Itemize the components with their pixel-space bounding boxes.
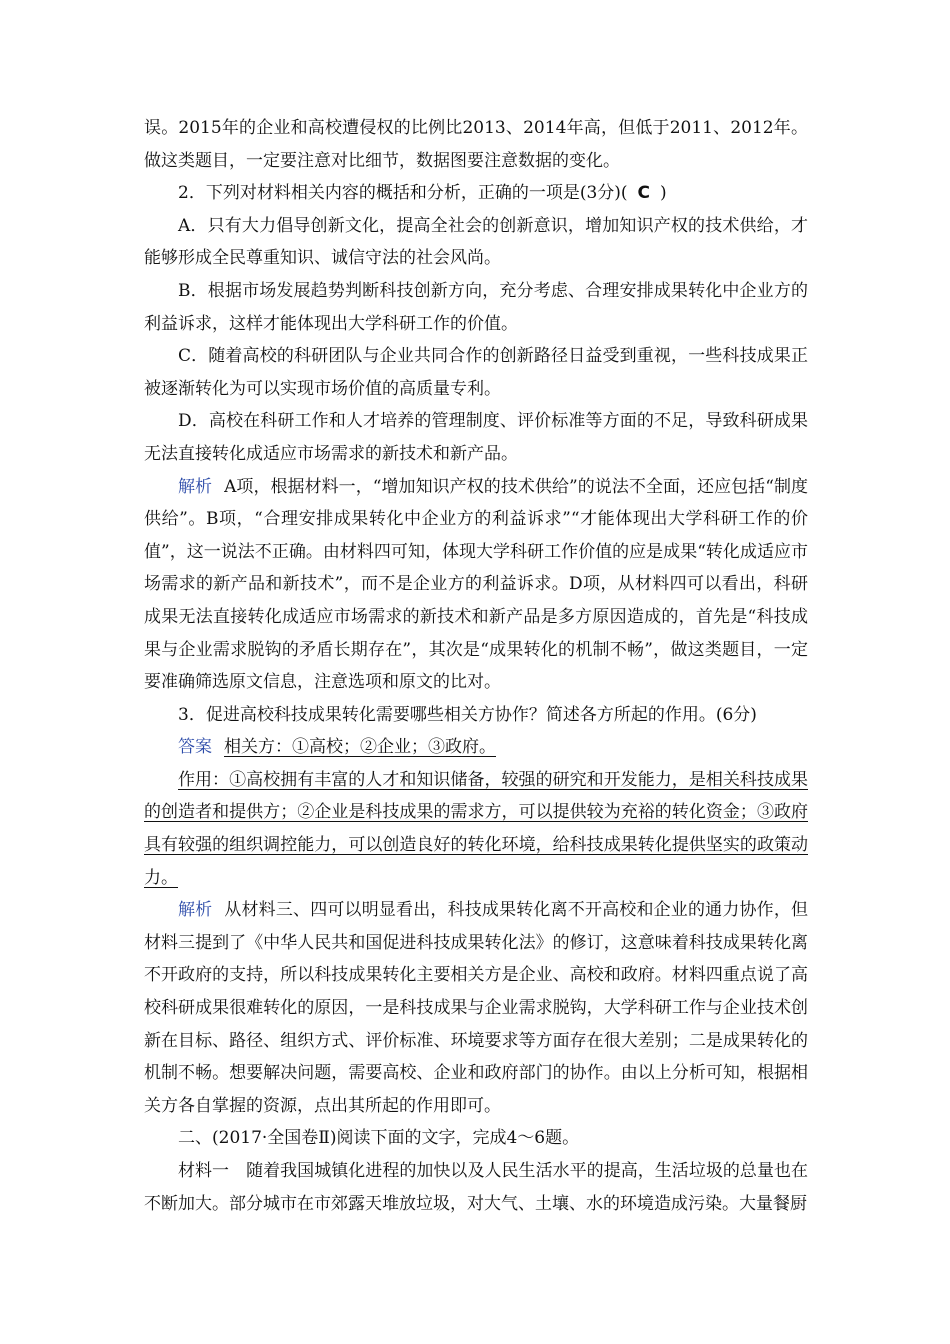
paragraph-continuation: 误。2015年的企业和高校遭侵权的比例比2013、2014年高，但低于2011、2012年。做这类题目，一定要注意对比细节，数据图要注意数据的变化。 (144, 118, 808, 171)
answer-label: 答案 (178, 737, 212, 758)
material-1 (144, 1155, 808, 1220)
question-3-analysis (144, 894, 808, 1122)
answer-line-2: 作用：①高校拥有丰富的人才和知识储备，较强的研究和开发能力，是相关科技成果的创造者和提供方；②企业是科技成果的需求方，可以提供较为充裕的转化资金；③政府具有较强的组织调控能力，可以创造良好的转化环境，给科技成果转化提供坚实的政策动力。 (144, 769, 808, 888)
question-2-close: ) (660, 183, 667, 204)
document-page (144, 112, 808, 1220)
analysis-label: 解析 (178, 476, 213, 497)
answer-line-1: 相关方：①高校；②企业；③政府。 (224, 737, 496, 758)
option-b: B．根据市场发展趋势判断科技创新方向，充分考虑、合理安排成果转化中企业方的利益诉求，这样才能体现出大学科研工作的价值。 (144, 280, 808, 334)
question-2-stem (144, 177, 808, 210)
section-2-heading: 二、(2017·全国卷Ⅱ)阅读下面的文字，完成4～6题。 (178, 1128, 580, 1149)
question-2-text: 2．下列对材料相关内容的概括和分析，正确的一项是(3分)( (178, 183, 628, 204)
analysis-label: 解析 (178, 900, 213, 921)
question-3-stem: 3．促进高校科技成果转化需要哪些相关方协作？简述各方所起的作用。(6分) (178, 704, 757, 725)
option-c: C．随着高校的科研团队与企业共同合作的创新路径日益受到重视，一些科技成果正被逐渐转化为可以实现市场价值的高质量专利。 (144, 346, 808, 399)
analysis-text: A项，根据材料一，“增加知识产权的技术供给”的说法不全面，还应包括“制度供给”。B项，“合理安排成果转化中企业方的利益诉求”“才能体现出大学科研工作的价值”，这一说法不正确。由材料四可知，体现大学科研工作价值的应是成果“转化成适应市场需求的新产品和新技术”，而不是企业方的利益诉求。D项，从材料四可以看出，科研成果无法直接转化成适应市场需求的新技术和新产品是多方原因造成的，首先是“科技成果与企业需求脱钩的矛盾长期存在”，其次是“成果转化的机制不畅”，做这类题目，一定要准确筛选原文信息，注意选项和原文的比对。 (144, 476, 808, 693)
option-d: D．高校在科研工作和人才培养的管理制度、评价标准等方面的不足，导致科研成果无法直接转化成适应市场需求的新技术和新产品。 (144, 411, 808, 464)
option-a: A．只有大力倡导创新文化，提高全社会的创新意识，增加知识产权的技术供给，才能够形成全民尊重知识、诚信守法的社会风尚。 (144, 215, 808, 269)
question-2-answer: C (637, 183, 651, 204)
question-3-answer (144, 731, 808, 764)
material-1-text: 随着我国城镇化进程的加快以及人民生活水平的提高，生活垃圾的总量也在不断加大。部分城市在市郊露天堆放垃圾，对大气、土壤、水的环境造成污染。大量餐厨 (144, 1161, 809, 1214)
question-2-analysis (144, 471, 808, 699)
analysis-text: 从材料三、四可以明显看出，科技成果转化离不开高校和企业的通力协作，但材料三提到了《中华人民共和国促进科技成果转化法》的修订，这意味着科技成果转化离不开政府的支持，所以科技成果转化主要相关方是企业、高校和政府。材料四重点说了高校科研成果很难转化的原因，一是科技成果与企业需求脱钩，大学科研工作与企业技术创新在目标、路径、组织方式、评价标准、环境要求等方面存在很大差别；二是成果转化的机制不畅。想要解决问题，需要高校、企业和政府部门的协作。由以上分析可知，根据相关方各自掌握的资源，点出其所起的作用即可。 (144, 900, 808, 1116)
question-3-answer-detail (144, 764, 808, 894)
material-1-label: 材料一 (178, 1161, 230, 1181)
